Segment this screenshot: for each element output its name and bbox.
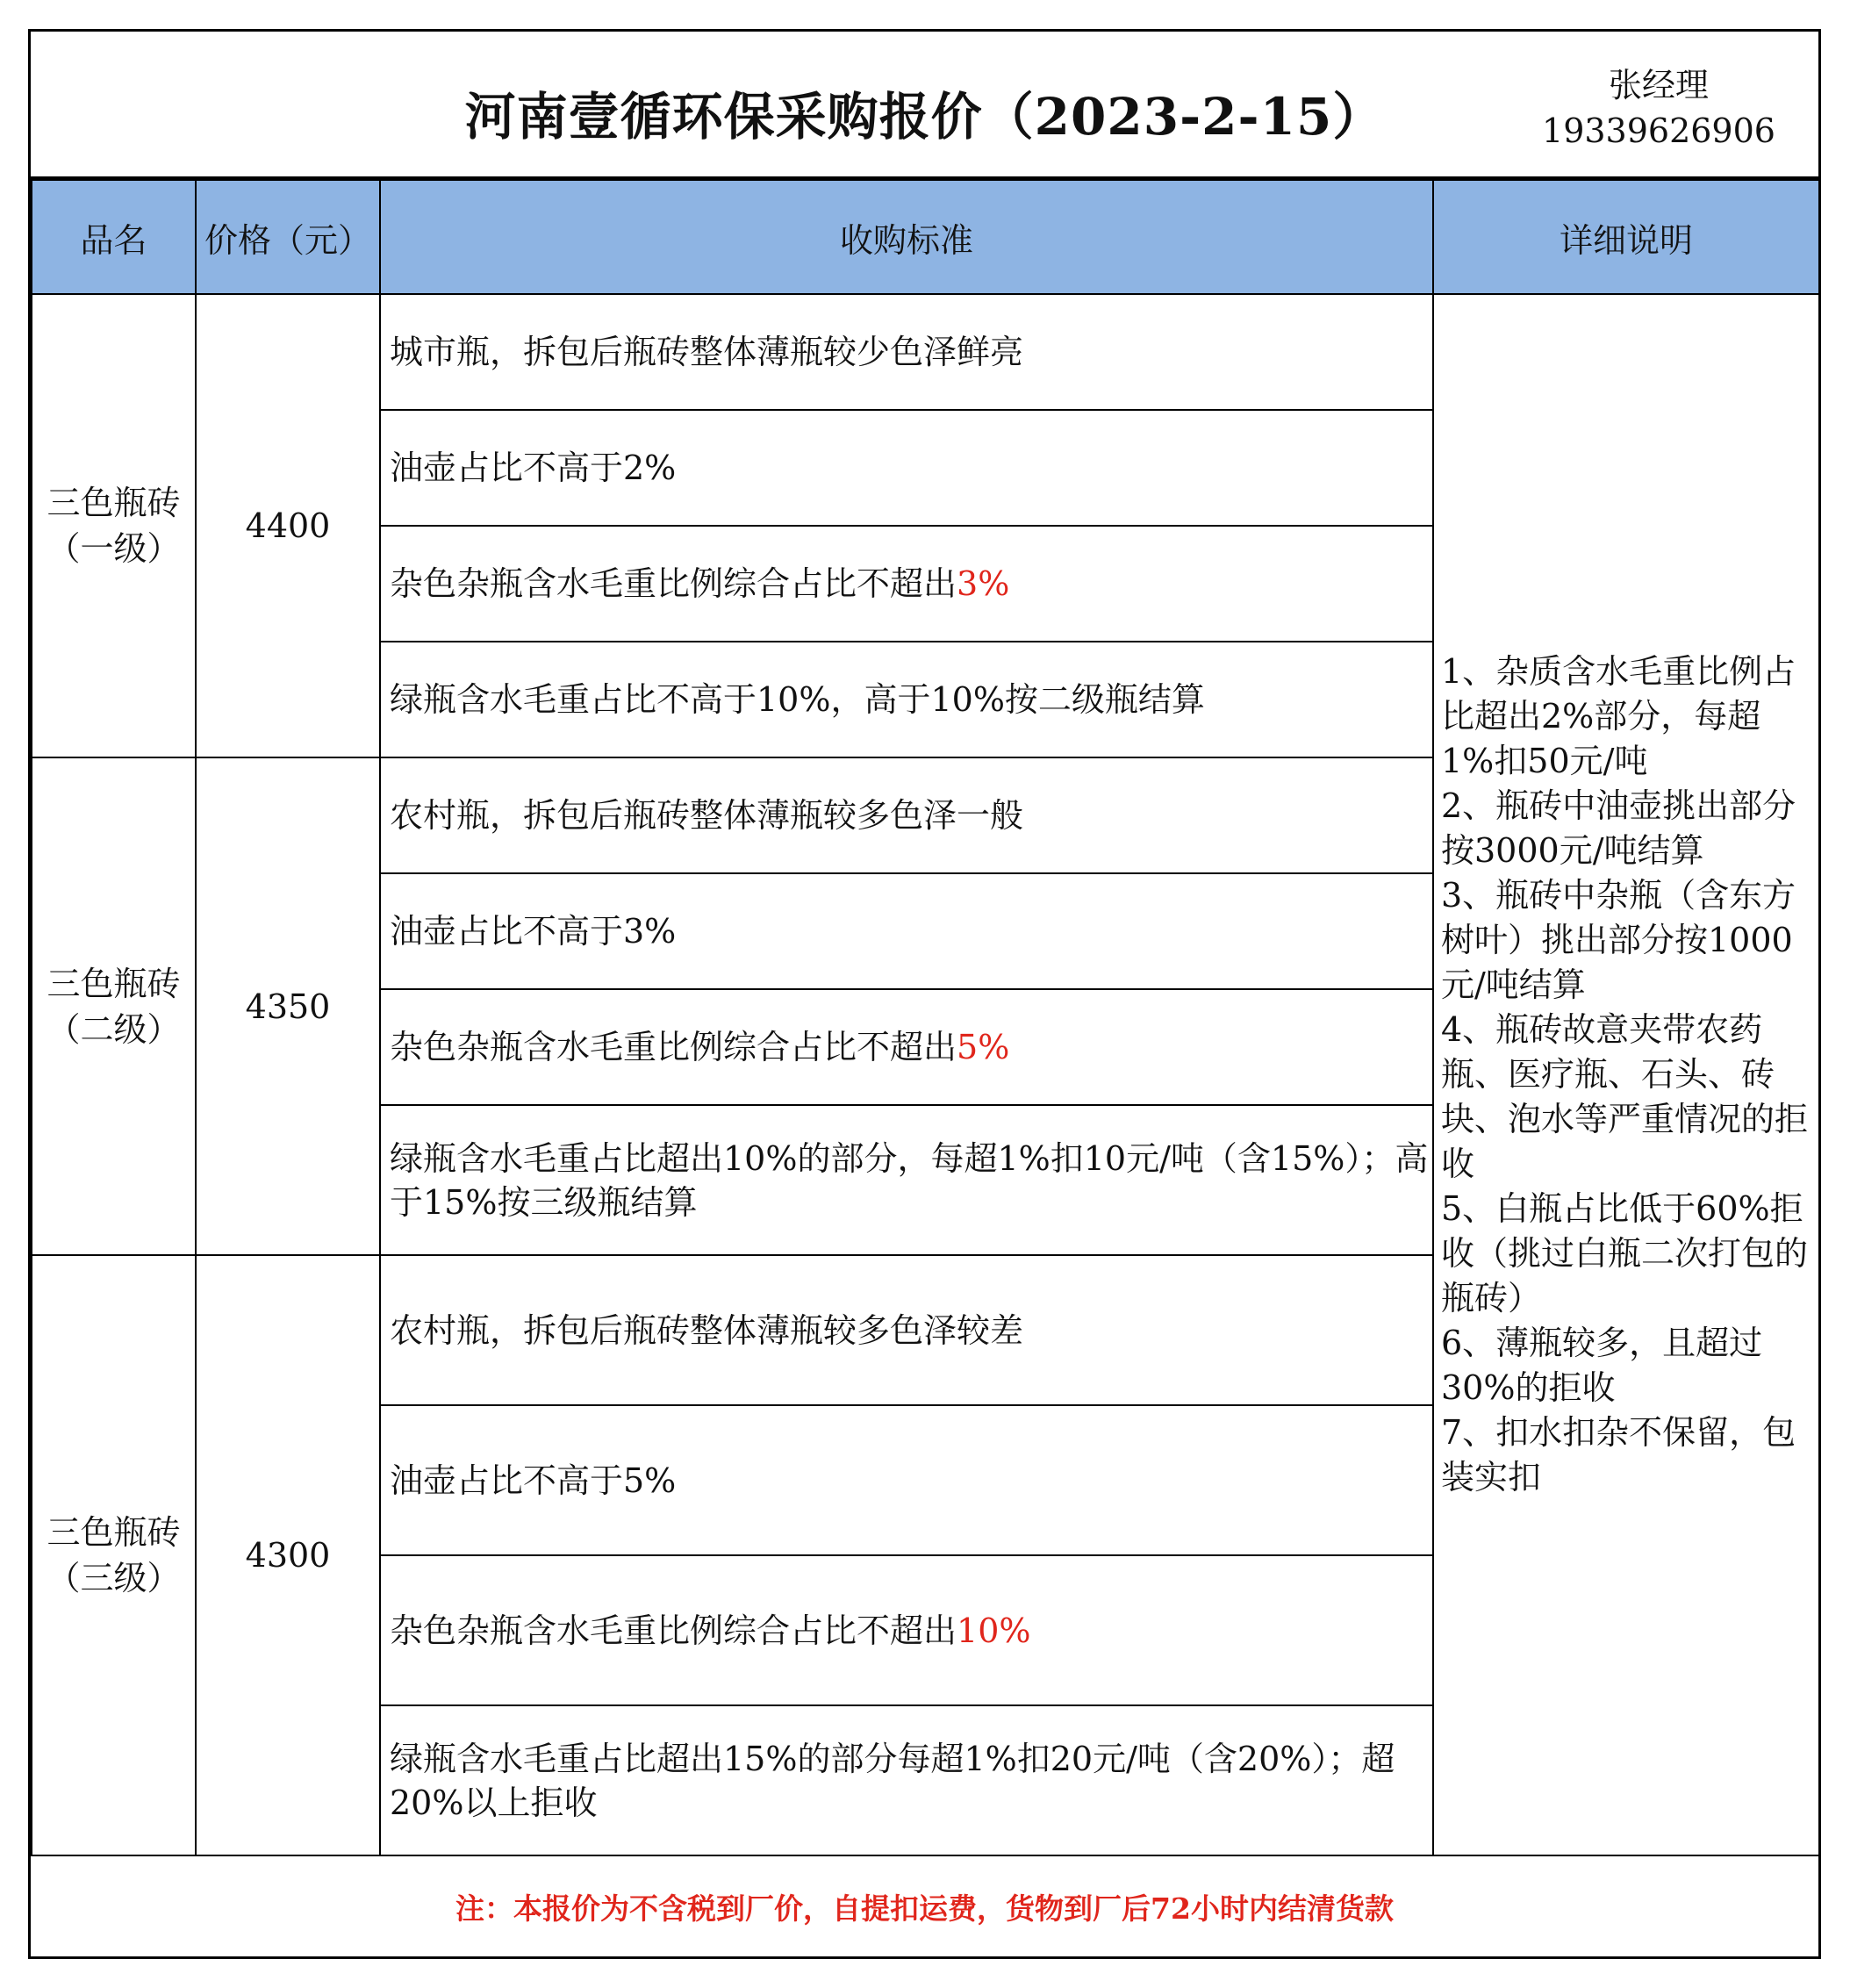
- grade-name-cell: [32, 294, 196, 757]
- standard-highlight: 3%: [957, 564, 1010, 603]
- grade-price: 4350: [196, 757, 380, 1255]
- detail-cell: [1433, 294, 1819, 1855]
- standard-cell: [380, 1705, 1433, 1855]
- standard-cell: [380, 989, 1433, 1105]
- table-row: [32, 294, 1819, 410]
- detail-item: 2、瓶砖中油壶挑出部分按3000元/吨结算: [1441, 786, 1796, 870]
- contact-block: [1501, 62, 1817, 154]
- table-header-row: [32, 180, 1819, 294]
- column-header-detail: 详细说明: [1433, 180, 1819, 294]
- detail-item: 6、薄瓶较多，且超过30%的拒收: [1441, 1324, 1763, 1407]
- standard-text: 城市瓶，拆包后瓶砖整体薄瓶较少色泽鲜亮: [390, 333, 1024, 371]
- contact-name: 张经理: [1608, 66, 1709, 104]
- standard-text: 杂色杂瓶含水毛重比例综合占比不超出: [390, 1028, 957, 1066]
- standard-cell: [380, 1405, 1433, 1555]
- standard-text: 农村瓶，拆包后瓶砖整体薄瓶较多色泽较差: [390, 1310, 1024, 1350]
- grade-name-line2: （一级）: [47, 529, 181, 568]
- grade-name-line1: 三色瓶砖: [47, 1513, 181, 1552]
- contact-phone: 19339626906: [1542, 111, 1775, 150]
- standard-text: 农村瓶，拆包后瓶砖整体薄瓶较多色泽一般: [390, 796, 1024, 835]
- grade-name-cell: [32, 1255, 196, 1855]
- title-row: [31, 32, 1818, 179]
- price-sheet: [28, 29, 1821, 1959]
- detail-item: 7、扣水扣杂不保留，包装实扣: [1441, 1413, 1796, 1496]
- standard-cell: [380, 642, 1433, 757]
- standard-cell: [380, 1105, 1433, 1255]
- detail-item: 4、瓶砖故意夹带农药瓶、医疗瓶、石头、砖块、泡水等严重情况的拒收: [1441, 1010, 1809, 1183]
- page-title: 河南壹循环保采购报价（2023-2-15）: [464, 87, 1385, 147]
- standard-highlight: 5%: [957, 1028, 1010, 1066]
- standard-text: 油壶占比不高于3%: [390, 912, 677, 951]
- standard-text: 油壶占比不高于5%: [390, 1460, 677, 1500]
- standard-text: 杂色杂瓶含水毛重比例综合占比不超出: [390, 1611, 957, 1650]
- standard-cell: [380, 526, 1433, 642]
- column-header-price: 价格（元）: [196, 180, 380, 294]
- column-header-name: 品名: [32, 180, 196, 294]
- footer-note: 注：本报价为不含税到厂价，自提扣运费，货物到厂后72小时内结清货款: [455, 1891, 1394, 1926]
- grade-name-line2: （二级）: [47, 1009, 181, 1049]
- standard-cell: [380, 410, 1433, 526]
- standard-text: 绿瓶含水毛重占比超出15%的部分每超1%扣20元/吨（含20%）；超20%以上拒收: [390, 1739, 1395, 1822]
- grade-price: 4300: [196, 1255, 380, 1855]
- grade-name-line2: （三级）: [47, 1559, 181, 1597]
- standard-cell: [380, 873, 1433, 989]
- standard-text: 绿瓶含水毛重占比不高于10%，高于10%按二级瓶结算: [390, 680, 1205, 719]
- grade-name-line1: 三色瓶砖: [47, 484, 181, 522]
- detail-item: 3、瓶砖中杂瓶（含东方树叶）挑出部分按1000元/吨结算: [1441, 876, 1796, 1004]
- column-header-standard: 收购标准: [380, 180, 1433, 294]
- standard-cell: [380, 1555, 1433, 1705]
- detail-item: 1、杂质含水毛重比例占比超出2%部分，每超1%扣50元/吨: [1441, 652, 1796, 780]
- standard-text: 绿瓶含水毛重占比超出10%的部分，每超1%扣10元/吨（含15%）；高于15%按三级瓶结算: [390, 1138, 1429, 1222]
- standard-cell: [380, 1255, 1433, 1405]
- standard-cell: [380, 757, 1433, 873]
- grade-name-cell: [32, 757, 196, 1255]
- standard-highlight: 10%: [957, 1611, 1031, 1650]
- grade-price: 4400: [196, 294, 380, 757]
- standard-text: 杂色杂瓶含水毛重比例综合占比不超出: [390, 564, 957, 603]
- standard-cell: [380, 294, 1433, 410]
- price-table: [31, 179, 1820, 1856]
- grade-name-line1: 三色瓶砖: [47, 964, 181, 1003]
- standard-text: 油壶占比不高于2%: [390, 449, 677, 487]
- detail-item: 5、白瓶占比低于60%拒收（挑过白瓶二次打包的瓶砖）: [1441, 1189, 1809, 1317]
